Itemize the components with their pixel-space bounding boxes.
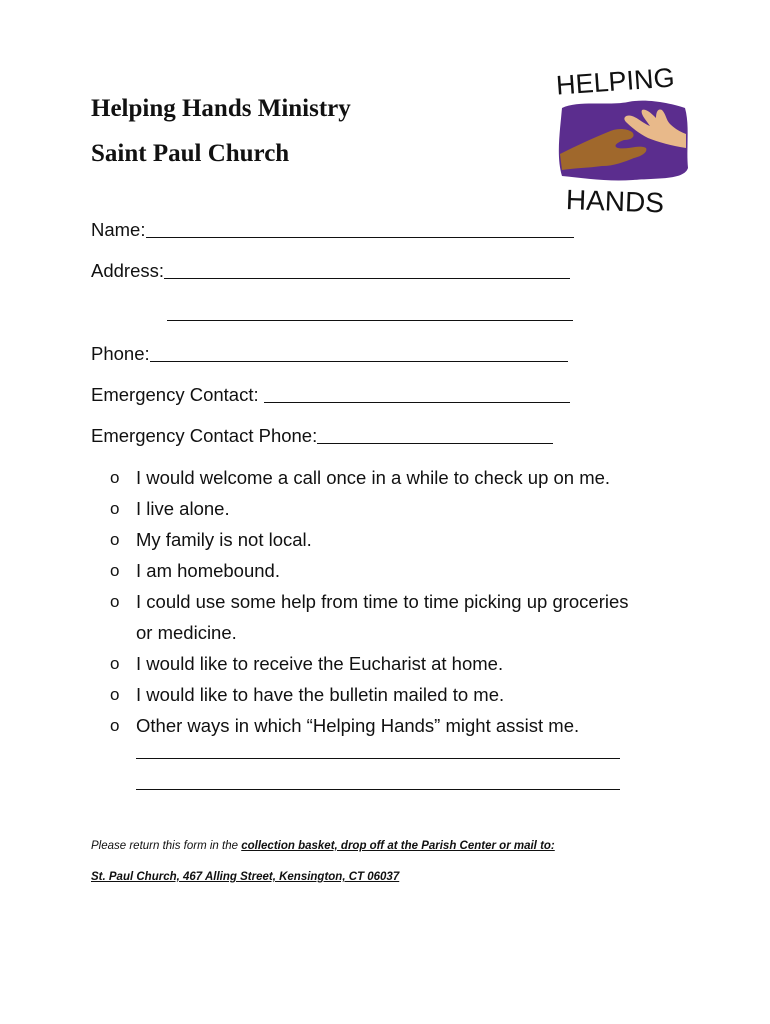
checkbox-circle-icon[interactable]: o bbox=[110, 654, 120, 673]
option-item[interactable] bbox=[110, 555, 710, 586]
option-item[interactable] bbox=[110, 462, 710, 493]
options-list bbox=[110, 462, 710, 741]
name-label: Name: bbox=[91, 219, 146, 240]
checkbox-circle-icon[interactable]: o bbox=[110, 561, 120, 580]
checkbox-circle-icon[interactable]: o bbox=[110, 685, 120, 704]
other-ways-line-1[interactable] bbox=[136, 757, 620, 759]
option-text: I would welcome a call once in a while to check up on me. bbox=[136, 467, 611, 488]
emergency-phone-field bbox=[91, 421, 553, 447]
checkbox-circle-icon[interactable]: o bbox=[110, 530, 120, 549]
checkbox-circle-icon[interactable]: o bbox=[110, 716, 120, 735]
return-instructions bbox=[91, 840, 555, 852]
checkbox-circle-icon[interactable]: o bbox=[110, 592, 120, 611]
option-item[interactable] bbox=[110, 493, 710, 524]
option-text: I am homebound. bbox=[136, 560, 280, 581]
option-text: I would like to receive the Eucharist at home. bbox=[136, 653, 504, 674]
option-text: I could use some help from time to time picking up groceries or medicine. bbox=[136, 591, 629, 643]
option-text: Other ways in which “Helping Hands” might assist me. bbox=[136, 715, 580, 736]
mailing-address: St. Paul Church, 467 Alling Street, Kensington, CT 06037 bbox=[91, 871, 400, 883]
option-text: My family is not local. bbox=[136, 529, 312, 550]
address-input-line[interactable] bbox=[164, 277, 570, 279]
option-text: I live alone. bbox=[136, 498, 230, 519]
emergency-phone-label: Emergency Contact Phone: bbox=[91, 425, 318, 446]
helping-hands-logo bbox=[548, 56, 698, 221]
option-item[interactable] bbox=[110, 586, 636, 648]
option-item[interactable] bbox=[110, 679, 710, 710]
phone-field bbox=[91, 339, 568, 365]
logo-word-bottom: HANDS bbox=[565, 184, 665, 219]
return-instructions-text: Please return this form in the bbox=[91, 840, 242, 852]
emergency-contact-input-line[interactable] bbox=[264, 401, 570, 403]
return-instructions-emphasis: collection basket, drop off at the Parish Center or mail to: bbox=[241, 840, 555, 852]
option-item[interactable] bbox=[110, 710, 710, 741]
option-item[interactable] bbox=[110, 648, 710, 679]
page-subtitle: Saint Paul Church bbox=[91, 140, 290, 167]
option-item[interactable] bbox=[110, 524, 710, 555]
hands-logo-icon bbox=[559, 101, 688, 181]
checkbox-circle-icon[interactable]: o bbox=[110, 468, 120, 487]
address-line-2[interactable] bbox=[167, 319, 573, 321]
emergency-contact-label: Emergency Contact: bbox=[91, 384, 264, 405]
name-input-line[interactable] bbox=[146, 236, 574, 238]
other-ways-line-2[interactable] bbox=[136, 788, 620, 790]
emergency-contact-field bbox=[91, 380, 570, 406]
name-field bbox=[91, 215, 574, 241]
phone-label: Phone: bbox=[91, 343, 150, 364]
logo-word-top: HELPING bbox=[555, 62, 676, 101]
address-field bbox=[91, 256, 570, 282]
page-title: Helping Hands Ministry bbox=[91, 95, 351, 122]
checkbox-circle-icon[interactable]: o bbox=[110, 499, 120, 518]
address-label: Address: bbox=[91, 260, 165, 281]
emergency-phone-input-line[interactable] bbox=[317, 442, 553, 444]
phone-input-line[interactable] bbox=[150, 360, 568, 362]
option-text: I would like to have the bulletin mailed to me. bbox=[136, 684, 505, 705]
